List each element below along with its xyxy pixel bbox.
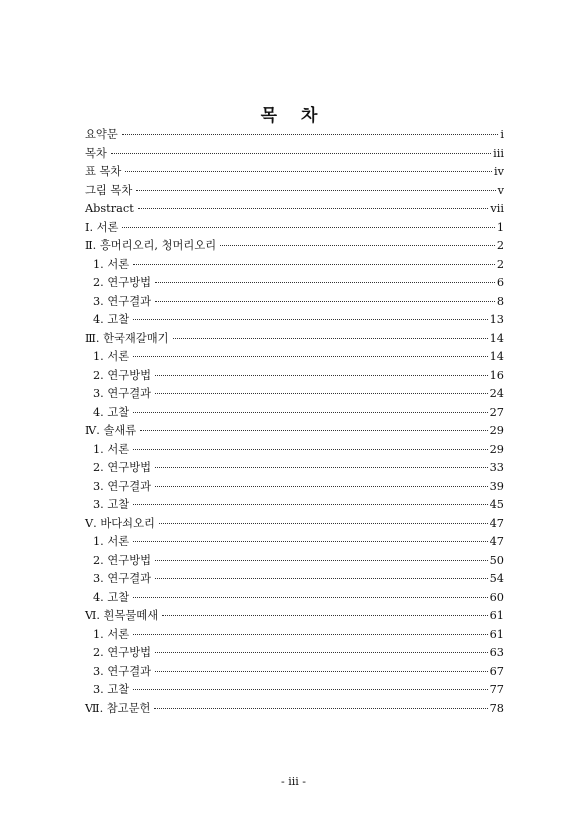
toc-entry-page: 13 [489, 313, 504, 326]
toc-entry-label: 3. 연구결과 [93, 387, 152, 400]
toc-entry-label: 표 목차 [85, 165, 122, 178]
toc-chapter-entry[interactable] [85, 182, 504, 201]
toc-section-entry[interactable] [85, 552, 504, 571]
dot-leader [154, 708, 487, 709]
dot-leader [155, 467, 488, 468]
dot-leader [138, 208, 489, 209]
toc-entry-page: 60 [489, 590, 504, 604]
toc-entry-page: vii [490, 202, 504, 215]
toc-entry-label: Ⅰ. 서론 [85, 220, 119, 234]
toc-chapter-entry[interactable] [85, 330, 504, 349]
toc-entry-page: 27 [489, 405, 504, 419]
dot-leader [122, 227, 494, 228]
toc-chapter-entry[interactable] [85, 219, 504, 238]
toc-entry-page: 47 [489, 535, 504, 548]
toc-section-entry[interactable] [85, 459, 504, 478]
dot-leader [155, 301, 495, 302]
dot-leader [140, 430, 487, 431]
toc-entry-page: 47 [489, 516, 504, 530]
toc-entry-label: 4. 고찰 [93, 313, 130, 326]
toc-section-entry[interactable] [85, 589, 504, 608]
toc-section-entry[interactable] [85, 496, 504, 515]
toc-entry-page: 6 [496, 276, 504, 289]
toc-entry-label: 1. 서론 [93, 442, 130, 456]
dot-leader [173, 338, 488, 339]
toc-entry-label: Ⅴ. 바다쇠오리 [85, 516, 155, 530]
toc-chapter-entry[interactable] [85, 163, 504, 182]
toc-entry-page: 63 [489, 646, 504, 659]
toc-entry-page: 45 [489, 498, 504, 511]
dot-leader [155, 578, 488, 579]
dot-leader [136, 190, 495, 191]
toc-entry-label: 1. 서론 [93, 535, 130, 548]
dot-leader [133, 449, 487, 450]
dot-leader [155, 560, 488, 561]
page-title: 목 차 [260, 106, 327, 126]
dot-leader [155, 652, 488, 653]
toc-entry-label: Ⅳ. 솔새류 [85, 424, 137, 437]
dot-leader [133, 634, 487, 635]
toc-entry-label: Ⅶ. 참고문헌 [85, 701, 151, 715]
toc-chapter-entry[interactable] [85, 145, 504, 164]
toc-chapter-entry[interactable] [85, 126, 504, 145]
toc-section-entry[interactable] [85, 441, 504, 460]
dot-leader [162, 615, 488, 616]
dot-leader [155, 375, 488, 376]
toc-entry-label: 1. 서론 [93, 627, 130, 641]
dot-leader [111, 153, 491, 154]
toc-section-entry[interactable] [85, 293, 504, 312]
toc-entry-label: 그림 목차 [85, 183, 133, 197]
toc-chapter-entry[interactable] [85, 607, 504, 626]
dot-leader [155, 393, 488, 394]
toc-entry-page: 54 [489, 572, 504, 585]
toc-section-entry[interactable] [85, 681, 504, 700]
toc-section-entry[interactable] [85, 478, 504, 497]
toc-entry-page: i [500, 128, 504, 141]
toc-entry-page: 33 [489, 461, 504, 474]
toc-section-entry[interactable] [85, 404, 504, 423]
table-of-contents [85, 126, 504, 718]
toc-entry-page: 61 [489, 609, 504, 622]
dot-leader [155, 671, 488, 672]
toc-entry-label: Abstract [85, 202, 134, 215]
toc-section-entry[interactable] [85, 626, 504, 645]
toc-entry-label: 2. 연구방법 [93, 553, 152, 567]
toc-section-entry[interactable] [85, 570, 504, 589]
toc-entry-label: Ⅵ. 흰목물떼새 [85, 609, 159, 622]
toc-section-entry[interactable] [85, 274, 504, 293]
toc-entry-page: 50 [489, 553, 504, 567]
toc-section-entry[interactable] [85, 367, 504, 386]
toc-entry-label: 목차 [85, 146, 107, 160]
toc-entry-page: 24 [489, 387, 504, 400]
dot-leader [122, 134, 499, 135]
toc-entry-label: 1. 서론 [93, 257, 130, 271]
dot-leader [133, 689, 487, 690]
toc-entry-label: 요약문 [85, 128, 118, 141]
dot-leader [133, 356, 487, 357]
dot-leader [155, 282, 495, 283]
toc-entry-label: 2. 연구방법 [93, 368, 152, 382]
toc-entry-page: 1 [496, 220, 504, 234]
toc-entry-page: v [497, 183, 504, 197]
dot-leader [125, 171, 492, 172]
toc-entry-page: 16 [489, 368, 504, 382]
toc-entry-page: 61 [489, 627, 504, 641]
page-number: - iii - [281, 775, 306, 788]
toc-entry-label: 3. 연구결과 [93, 294, 152, 308]
toc-section-entry[interactable] [85, 533, 504, 552]
dot-leader [133, 597, 487, 598]
toc-entry-page: 2 [496, 239, 504, 252]
toc-entry-page: 2 [496, 257, 504, 271]
dot-leader [133, 319, 487, 320]
dot-leader [133, 504, 487, 505]
toc-entry-label: 3. 연구결과 [93, 572, 152, 585]
toc-chapter-entry[interactable] [85, 515, 504, 534]
toc-entry-page: 29 [489, 424, 504, 437]
toc-section-entry[interactable] [85, 256, 504, 275]
toc-entry-label: 2. 연구방법 [93, 461, 152, 474]
toc-entry-label: 3. 연구결과 [93, 479, 152, 493]
toc-entry-page: 8 [496, 294, 504, 308]
toc-entry-label: 4. 고찰 [93, 590, 130, 604]
dot-leader [155, 486, 488, 487]
toc-section-entry[interactable] [85, 311, 504, 330]
dot-leader [159, 523, 488, 524]
dot-leader [133, 541, 487, 542]
toc-entry-page: 67 [489, 664, 504, 678]
toc-entry-page: iii [493, 146, 504, 160]
toc-entry-page: iv [494, 165, 504, 178]
toc-entry-label: 2. 연구방법 [93, 276, 152, 289]
dot-leader [133, 264, 495, 265]
toc-entry-label: 4. 고찰 [93, 405, 130, 419]
toc-entry-page: 39 [489, 479, 504, 493]
toc-entry-label: Ⅱ. 흥머리오리, 청머리오리 [85, 239, 217, 252]
toc-entry-page: 29 [489, 442, 504, 456]
dot-leader [220, 245, 495, 246]
toc-section-entry[interactable] [85, 644, 504, 663]
toc-chapter-entry[interactable] [85, 200, 504, 219]
toc-entry-label: 2. 연구방법 [93, 646, 152, 659]
toc-chapter-entry[interactable] [85, 700, 504, 719]
toc-section-entry[interactable] [85, 385, 504, 404]
toc-entry-label: Ⅲ. 한국재갈매기 [85, 331, 169, 345]
toc-entry-label: 3. 고찰 [93, 498, 130, 511]
toc-section-entry[interactable] [85, 348, 504, 367]
toc-entry-page: 78 [489, 701, 504, 715]
toc-entry-label: 3. 연구결과 [93, 664, 152, 678]
toc-section-entry[interactable] [85, 663, 504, 682]
toc-entry-page: 14 [489, 331, 504, 345]
toc-entry-page: 14 [489, 350, 504, 363]
toc-entry-label: 1. 서론 [93, 350, 130, 363]
toc-entry-label: 3. 고찰 [93, 683, 130, 696]
toc-entry-page: 77 [489, 683, 504, 696]
dot-leader [133, 412, 487, 413]
toc-chapter-entry[interactable] [85, 237, 504, 256]
toc-chapter-entry[interactable] [85, 422, 504, 441]
